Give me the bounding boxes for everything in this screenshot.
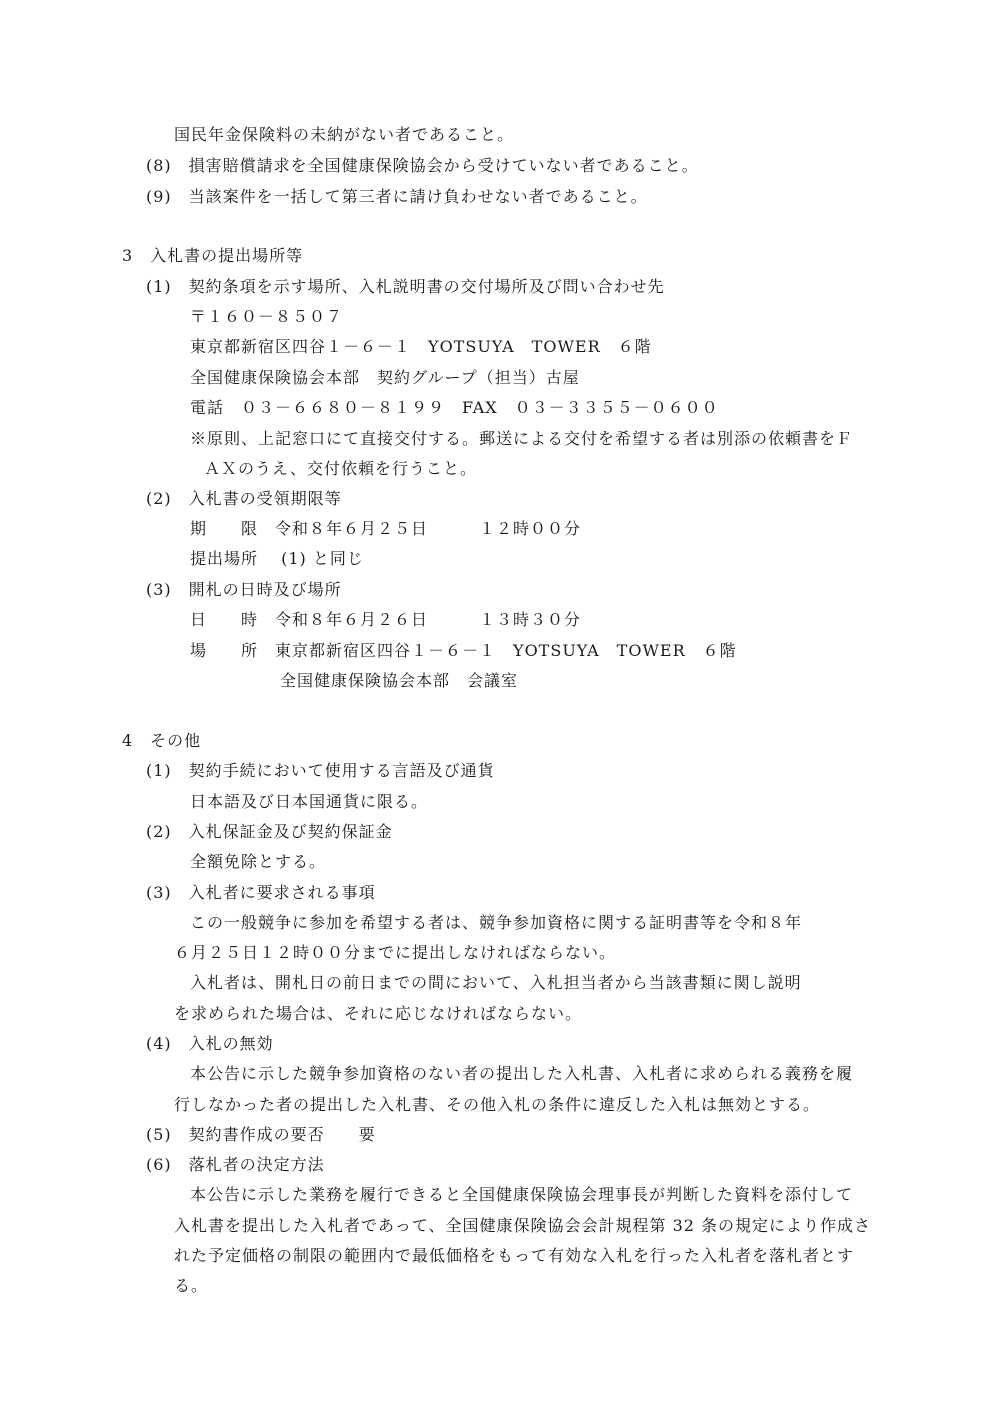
phone-fax: 電話 ０３－６６８０－８１９９ FAX ０３－３３５５－０６００ [190,398,719,417]
section-4-item-4-heading: (4) 入札の無効 [146,1034,274,1053]
section-4-item-3-heading: (3) 入札者に要求される事項 [146,883,376,902]
section-4-item-6-heading: (6) 落札者の決定方法 [146,1155,325,1174]
delivery-note-continuation: ＡＸのうえ、交付依頼を行うこと。 [204,459,477,478]
award-paragraph-line-1: 本公告に示した業務を履行できると全国健康保険協会理事長が判断した資料を添付して [190,1185,854,1204]
invalid-bid-paragraph: 本公告に示した競争参加資格のない者の提出した入札書、入札者に求められる義務を履 [190,1064,854,1083]
eligibility-item-9: (9) 当該案件を一括して第三者に請け負わせない者であること。 [146,187,648,206]
award-paragraph-line-4: る。 [174,1276,209,1295]
eligibility-item-7-continuation: 国民年金保険料の未納がない者であること。 [174,125,515,144]
award-paragraph-line-2: 入札書を提出した入札者であって、全国健康保険協会会計規程第 32 条の規定により作成さ [174,1216,872,1235]
award-paragraph-line-3: れた予定価格の制限の範囲内で最低価格をもって有効な入札を行った入札者を落札者とす [174,1246,855,1265]
deadline: 期 限 令和８年６月２５日 １２時００分 [190,519,582,538]
submission-place: 提出場所 (1) と同じ [190,549,364,568]
requirement-paragraph-2-continuation: を求められた場合は、それに応じなければならない。 [174,1004,583,1023]
opening-place: 場 所 東京都新宿区四谷１－６－１ YOTSUYA TOWER ６階 [190,641,737,660]
address: 東京都新宿区四谷１－６－１ YOTSUYA TOWER ６階 [190,337,652,356]
section-4-item-2-heading: (2) 入札保証金及び契約保証金 [146,822,393,841]
section-4-item-5: (5) 契約書作成の要否 要 [146,1125,376,1144]
opening-datetime: 日 時 令和８年６月２６日 １３時３０分 [190,610,582,629]
requirement-paragraph-1: この一般競争に参加を希望する者は、競争参加資格に関する証明書等を令和８年 [190,913,803,932]
requirement-paragraph-1-continuation: ６月２５日１２時００分までに提出しなければならない。 [174,943,617,962]
contact-department: 全国健康保険協会本部 契約グループ（担当）古屋 [190,368,580,387]
section-4-heading: 4 その他 [122,731,202,750]
language-currency: 日本語及び日本国通貨に限る。 [190,792,429,811]
section-3-item-3-heading: (3) 開札の日時及び場所 [146,580,342,599]
delivery-note: ※原則、上記窓口にて直接交付する。郵送による交付を希望する者は別添の依頼書をＦ [190,429,854,448]
section-3-heading: 3 入札書の提出場所等 [122,246,304,265]
requirement-paragraph-2: 入札者は、開札日の前日までの間において、入札担当者から当該書類に関し説明 [190,973,802,992]
eligibility-item-8: (8) 損害賠償請求を全国健康保険協会から受けていない者であること。 [146,156,699,175]
invalid-bid-paragraph-continuation: 行しなかった者の提出した入札書、その他入札の条件に違反した入札は無効とする。 [174,1095,821,1114]
postal-code: 〒１６０－８５０７ [190,307,344,326]
section-3-item-1-heading: (1) 契約条項を示す場所、入札説明書の交付場所及び問い合わせ先 [146,277,665,296]
opening-room: 全国健康保険協会本部 会議室 [280,671,519,690]
section-3-item-2-heading: (2) 入札書の受領期限等 [146,489,342,508]
section-4-item-1-heading: (1) 契約手続において使用する言語及び通貨 [146,761,495,780]
deposit-exemption: 全額免除とする。 [190,852,327,871]
